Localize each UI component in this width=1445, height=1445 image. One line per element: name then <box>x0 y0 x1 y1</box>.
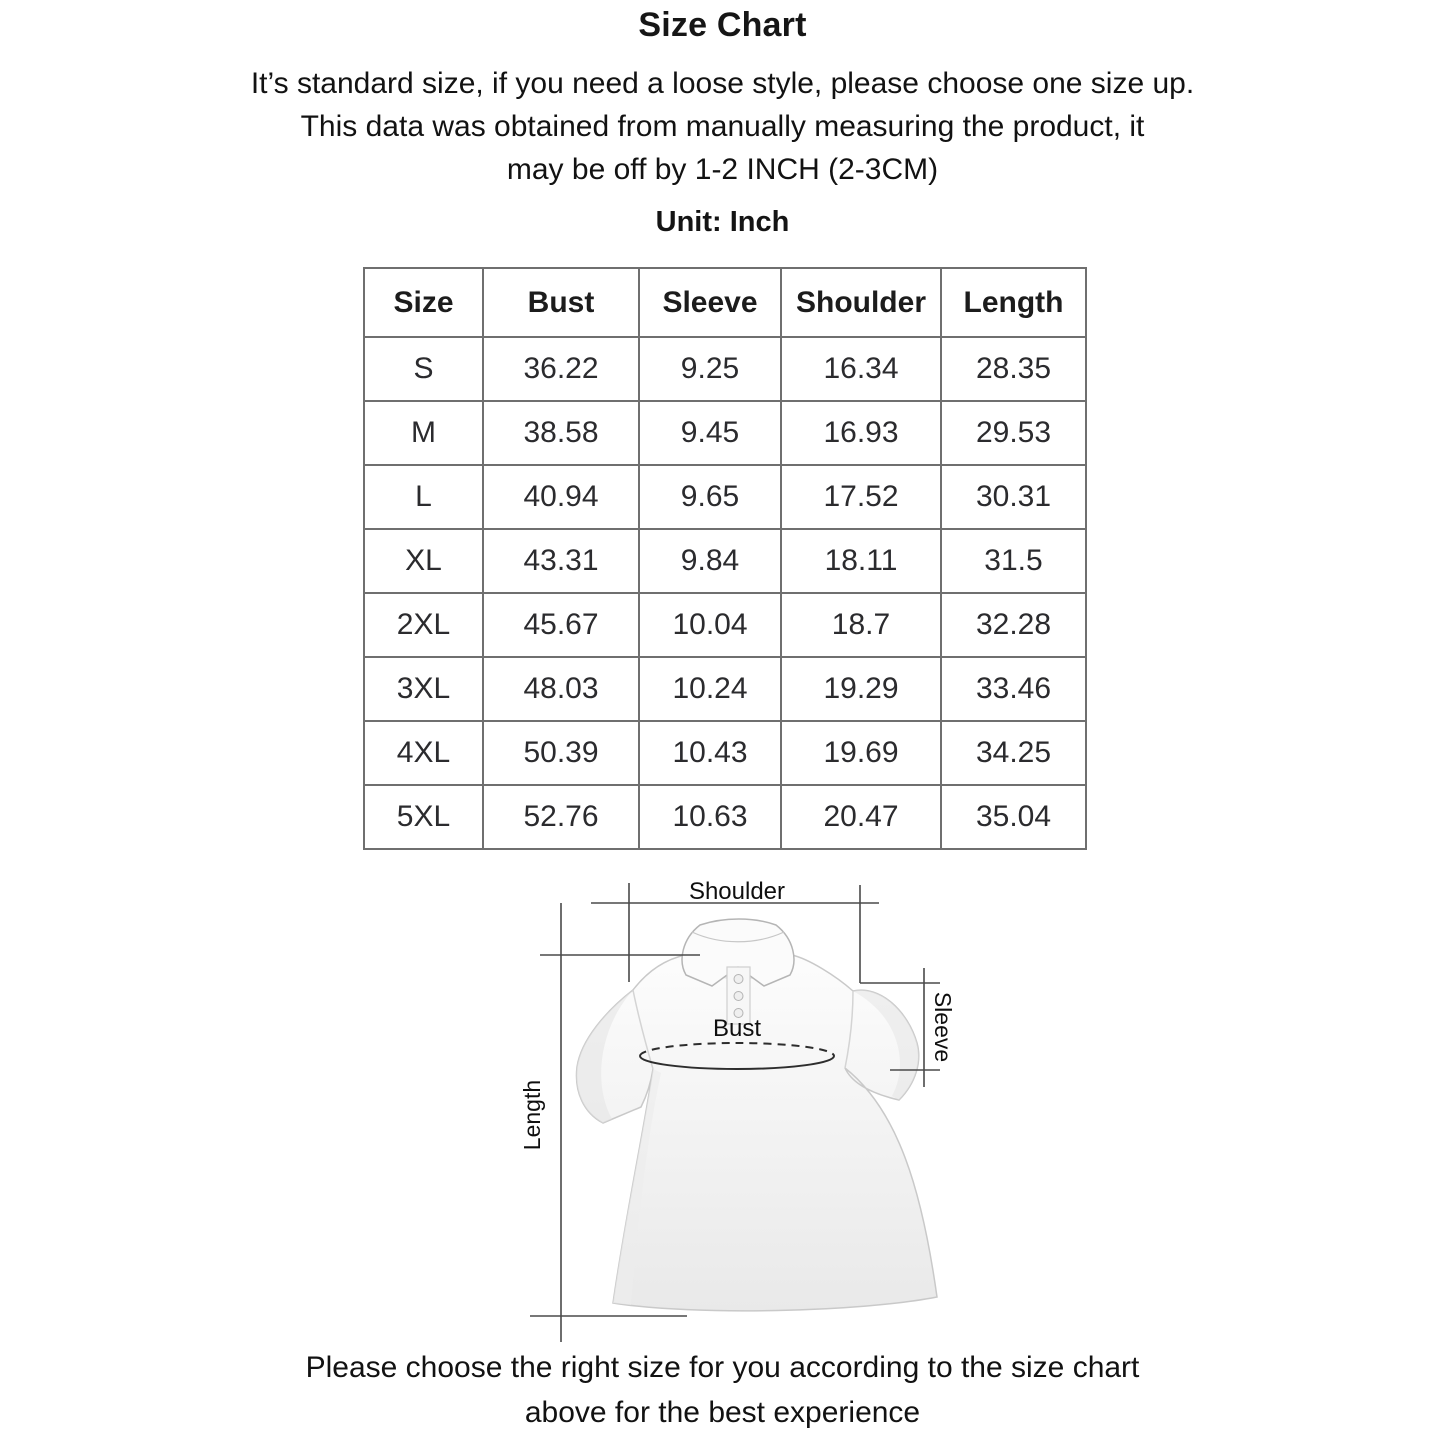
size-table <box>363 267 1087 850</box>
table-row <box>364 529 1086 593</box>
cell-sleeve: 10.43 <box>639 721 781 785</box>
cell-shoulder: 18.7 <box>781 593 941 657</box>
cell-bust: 43.31 <box>483 529 639 593</box>
table-row <box>364 593 1086 657</box>
cell-shoulder: 16.93 <box>781 401 941 465</box>
cell-shoulder: 20.47 <box>781 785 941 849</box>
header-size: Size <box>364 268 483 337</box>
cell-size: 4XL <box>364 721 483 785</box>
cell-size: S <box>364 337 483 401</box>
table-row <box>364 401 1086 465</box>
cell-length: 34.25 <box>941 721 1086 785</box>
header-sleeve: Sleeve <box>639 268 781 337</box>
cell-length: 28.35 <box>941 337 1086 401</box>
sleeve-label: Sleeve <box>930 991 956 1063</box>
cell-sleeve: 10.24 <box>639 657 781 721</box>
header-bust: Bust <box>483 268 639 337</box>
cell-bust: 45.67 <box>483 593 639 657</box>
cell-shoulder: 16.34 <box>781 337 941 401</box>
cell-length: 30.31 <box>941 465 1086 529</box>
cell-sleeve: 9.25 <box>639 337 781 401</box>
cell-shoulder: 17.52 <box>781 465 941 529</box>
cell-size: 5XL <box>364 785 483 849</box>
page-title: Size Chart <box>638 6 807 44</box>
button <box>734 992 743 1001</box>
cell-bust: 50.39 <box>483 721 639 785</box>
cell-bust: 40.94 <box>483 465 639 529</box>
cell-sleeve: 10.04 <box>639 593 781 657</box>
cell-length: 33.46 <box>941 657 1086 721</box>
cell-shoulder: 19.29 <box>781 657 941 721</box>
cell-sleeve: 9.45 <box>639 401 781 465</box>
cell-bust: 52.76 <box>483 785 639 849</box>
footer-line-2: above for the best experience <box>524 1396 921 1429</box>
cell-length: 31.5 <box>941 529 1086 593</box>
cell-size: 3XL <box>364 657 483 721</box>
cell-shoulder: 18.11 <box>781 529 941 593</box>
table-row <box>364 465 1086 529</box>
table-header-row <box>364 268 1086 337</box>
footer-note <box>0 1345 1445 1435</box>
cell-size: 2XL <box>364 593 483 657</box>
cell-length: 29.53 <box>941 401 1086 465</box>
header-shoulder: Shoulder <box>781 268 941 337</box>
intro-line-1: It’s standard size, if you need a loose style, please choose one size up. <box>250 67 1195 100</box>
cell-length: 35.04 <box>941 785 1086 849</box>
button <box>734 975 743 984</box>
cell-size: M <box>364 401 483 465</box>
cell-bust: 38.58 <box>483 401 639 465</box>
table-row <box>364 785 1086 849</box>
header-length: Length <box>941 268 1086 337</box>
cell-sleeve: 10.63 <box>639 785 781 849</box>
unit-label: Unit: Inch <box>655 206 790 238</box>
shirt-diagram-svg <box>440 855 1000 1355</box>
cell-bust: 48.03 <box>483 657 639 721</box>
polo-shirt-illustration <box>576 919 937 1311</box>
cell-size: L <box>364 465 483 529</box>
table-row <box>364 721 1086 785</box>
cell-sleeve: 9.84 <box>639 529 781 593</box>
table-row <box>364 337 1086 401</box>
cell-sleeve: 9.65 <box>639 465 781 529</box>
intro-text <box>0 62 1445 191</box>
cell-size: XL <box>364 529 483 593</box>
shoulder-label: Shoulder <box>688 878 786 905</box>
table-row <box>364 657 1086 721</box>
intro-line-2: This data was obtained from manually measuring the product, it <box>300 110 1145 143</box>
cell-bust: 36.22 <box>483 337 639 401</box>
cell-shoulder: 19.69 <box>781 721 941 785</box>
bust-label: Bust <box>712 1015 762 1042</box>
cell-length: 32.28 <box>941 593 1086 657</box>
length-label: Length <box>519 1079 545 1151</box>
footer-line-1: Please choose the right size for you according to the size chart <box>305 1351 1140 1384</box>
measurement-diagram <box>440 855 1000 1355</box>
intro-line-3: may be off by 1-2 INCH (2-3CM) <box>506 153 939 186</box>
